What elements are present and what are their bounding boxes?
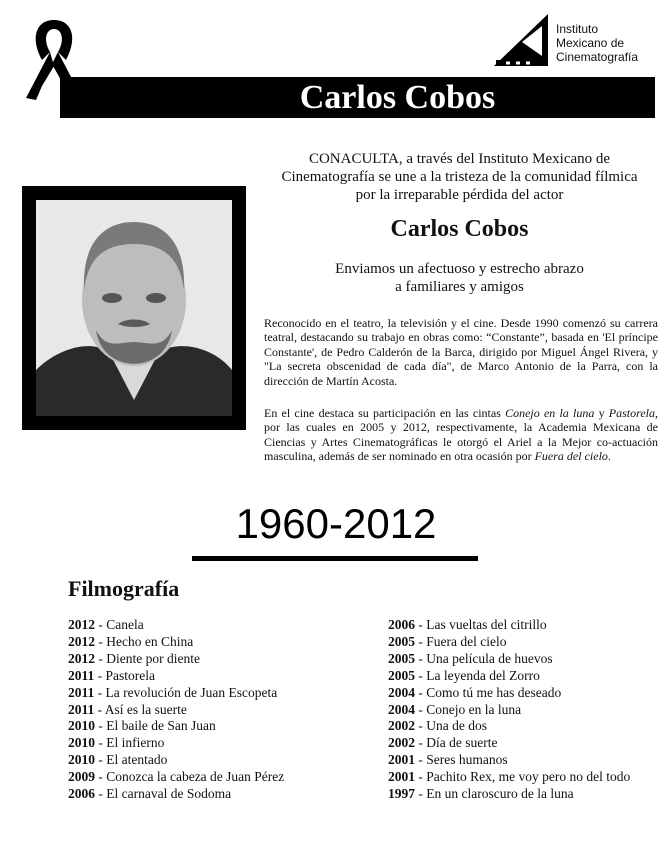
bio-paragraph-cinema — [264, 406, 658, 464]
page-title: Carlos Cobos — [299, 79, 496, 116]
bio-text: . — [607, 449, 611, 464]
film-list-item — [388, 668, 630, 685]
film-list-item — [388, 651, 630, 668]
film-year: 2012 — [68, 633, 95, 649]
film-title: - Diente por diente — [95, 650, 200, 666]
film-list-item — [388, 735, 630, 752]
film-list-item — [68, 634, 284, 651]
film-year: 2011 — [68, 684, 95, 700]
film-year: 2011 — [68, 667, 95, 683]
film-title: - La leyenda del Zorro — [415, 667, 540, 683]
film-list-item — [68, 685, 284, 702]
film-list-item — [68, 769, 284, 786]
film-year: 2001 — [388, 752, 415, 768]
film-camera-logo-icon — [492, 12, 554, 68]
film-title: - Canela — [95, 617, 144, 632]
film-title: - Seres humanos — [415, 752, 508, 768]
film-title-italic: Fuera del cielo — [534, 449, 608, 464]
film-title: - Día de suerte — [415, 735, 498, 751]
film-list-item — [68, 617, 284, 634]
life-years: 1960-2012 — [235, 500, 437, 547]
film-title: - Una de dos — [415, 718, 487, 734]
film-year: 2012 — [68, 617, 95, 632]
film-year: 2004 — [388, 701, 415, 717]
film-list-item — [388, 702, 630, 719]
film-list-item — [388, 685, 630, 702]
film-year: 2010 — [68, 735, 95, 751]
film-year: 2012 — [68, 650, 95, 666]
film-title: - Conozca la cabeza de Juan Pérez — [95, 769, 285, 785]
film-list-item — [68, 718, 284, 735]
intro-line: Cinematografía se une a la tristeza de la comunidad fílmica — [281, 169, 638, 185]
film-list-item — [388, 769, 630, 786]
bio-text: y — [594, 406, 609, 420]
film-year: 2009 — [68, 769, 95, 785]
film-list-item — [68, 702, 284, 719]
film-title: - Pachito Rex, me voy pero no del todo — [415, 769, 631, 785]
portrait-photo — [36, 200, 232, 416]
embrace-line: a familiares y amigos — [395, 279, 524, 295]
intro-line: por la irreparable pérdida del actor — [355, 187, 564, 203]
film-year: 2002 — [388, 718, 415, 734]
film-title-italic: Pastorela — [608, 406, 655, 420]
bio-text: , por las cuales en 2005 y 2012, respectivamente, la Academia Mexicana de Ciencias y Artes Cinematográficas le otorgó el Ariel a la Mejor co-actuación masculina, además de ser nominado en otra ocasión por — [264, 406, 658, 464]
film-title: - El baile de San Juan — [95, 718, 216, 734]
film-title: - El atentado — [95, 752, 168, 768]
film-year: 2002 — [388, 735, 415, 751]
film-title: - Las vueltas del citrillo — [415, 617, 547, 632]
film-list-item — [388, 634, 630, 651]
film-list-item — [68, 786, 284, 803]
film-title: - Así es la suerte — [94, 701, 187, 717]
film-year: 2006 — [68, 786, 95, 802]
film-list-item — [68, 735, 284, 752]
film-title: - Pastorela — [94, 667, 155, 683]
film-year: 2005 — [388, 667, 415, 683]
logo-line: Cinematografía — [556, 50, 639, 64]
filmography-list-left — [68, 617, 284, 803]
filmography-title: Filmografía — [68, 576, 180, 601]
title-banner — [60, 77, 655, 118]
film-title: - Una película de huevos — [415, 650, 553, 666]
film-list-item — [388, 718, 630, 735]
film-title-italic: Conejo en la luna — [505, 406, 595, 420]
film-title: - Fuera del cielo — [415, 633, 507, 649]
bio-paragraph-theatre: Reconocido en el teatro, la televisión y el cine. Desde 1990 comenzó su carrera teatral, destacando su trabajo en obras como: “Constante”, basada en 'El príncipe Constante', de Pedro Calderón de la Barca, dirigido por Miguel Ángel Rivera, y "La secreta obscenidad de cada día", de Marco Antonio de la Parra, con la dirección de Martín Acosta. — [264, 316, 658, 388]
embrace-message — [262, 260, 657, 296]
bio-text: En el cine destaca su participación en las cintas — [264, 406, 506, 420]
film-title: - En un claroscuro de la luna — [415, 786, 574, 802]
logo-line: Instituto — [556, 22, 599, 36]
film-title: - Hecho en China — [95, 633, 194, 649]
film-list-item — [68, 752, 284, 769]
condolence-intro — [262, 150, 657, 204]
film-year: 2005 — [388, 633, 415, 649]
film-title: - El infierno — [95, 735, 165, 751]
film-year: 2005 — [388, 650, 415, 666]
film-title: - La revolución de Juan Escopeta — [94, 684, 278, 700]
film-title: - Como tú me has deseado — [415, 684, 562, 700]
divider — [192, 556, 478, 561]
film-year: 2010 — [68, 752, 95, 768]
filmography-list-right — [388, 617, 630, 803]
embrace-line: Enviamos un afectuoso y estrecho abrazo — [335, 261, 584, 277]
film-year: 2011 — [68, 701, 95, 717]
logo-line: Mexicano de — [556, 36, 625, 50]
film-year: 2010 — [68, 718, 95, 734]
portrait-illustration — [36, 200, 232, 416]
film-list-item — [68, 668, 284, 685]
film-year: 2004 — [388, 684, 415, 700]
film-title: - Conejo en la luna — [415, 701, 522, 717]
film-list-item — [388, 617, 630, 634]
photo-frame — [22, 186, 246, 430]
film-title: - El carnaval de Sodoma — [95, 786, 232, 802]
intro-line: CONACULTA, a través del Instituto Mexicano de — [308, 151, 611, 167]
imcine-logo-text — [556, 22, 638, 64]
film-list-item — [68, 651, 284, 668]
film-year: 2006 — [388, 617, 415, 632]
film-year: 1997 — [388, 786, 415, 802]
film-year: 2001 — [388, 769, 415, 785]
film-list-item — [388, 752, 630, 769]
actor-name: Carlos Cobos — [390, 216, 529, 242]
film-list-item — [388, 786, 630, 803]
